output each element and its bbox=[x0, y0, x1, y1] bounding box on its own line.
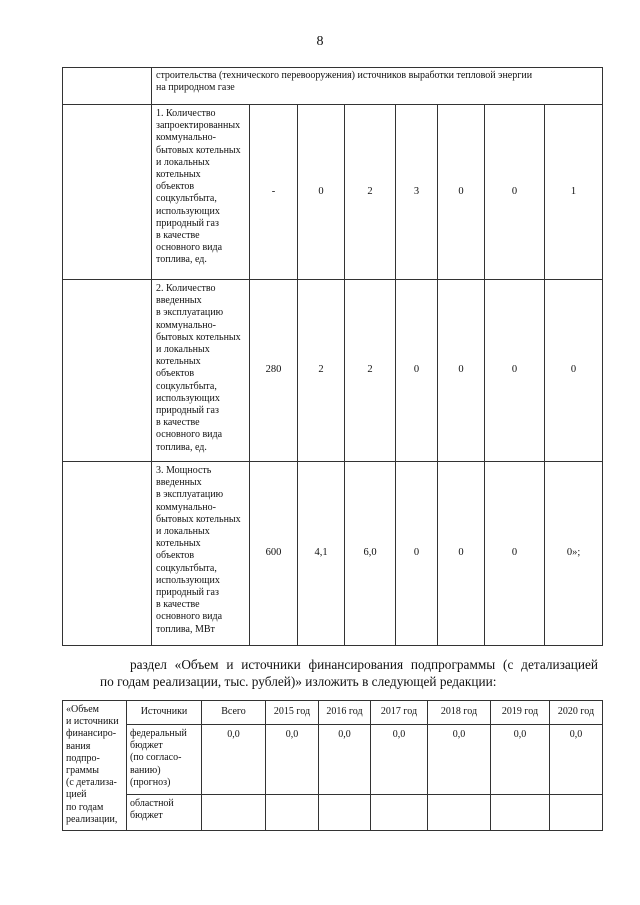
indicator-cell: 2. Количество введенных в эксплуатацию коммунально- бытовых котельных и локальных котельных объектов соцкультбыта, использующих природный газ в качестве основного вида топлива, ед. bbox=[152, 280, 250, 462]
table-row bbox=[63, 725, 603, 795]
amount-cell bbox=[266, 795, 319, 831]
amount-cell bbox=[491, 795, 550, 831]
table-row bbox=[63, 280, 603, 462]
value-cell: 2 bbox=[345, 280, 396, 462]
value-cell: 0 bbox=[396, 462, 438, 646]
amount-cell bbox=[319, 795, 371, 831]
value-cell: 0 bbox=[438, 280, 485, 462]
value-cell: 4,1 bbox=[298, 462, 345, 646]
amount-cell bbox=[371, 795, 428, 831]
source-cell: федеральный бюджет (по согласо- ванию) (прогноз) bbox=[127, 725, 202, 795]
amount-cell: 0,0 bbox=[371, 725, 428, 795]
table-row bbox=[63, 105, 603, 280]
table-row bbox=[63, 462, 603, 646]
value-cell: 0»; bbox=[545, 462, 603, 646]
value-cell: 280 bbox=[250, 280, 298, 462]
table1-empty-cell bbox=[63, 462, 152, 646]
column-header: 2016 год bbox=[319, 701, 371, 725]
column-header: 2020 год bbox=[550, 701, 603, 725]
column-header: 2019 год bbox=[491, 701, 550, 725]
amount-cell bbox=[202, 795, 266, 831]
source-cell: областной бюджет bbox=[127, 795, 202, 831]
column-header: 2018 год bbox=[428, 701, 491, 725]
value-cell: 600 bbox=[250, 462, 298, 646]
value-cell: 1 bbox=[545, 105, 603, 280]
paragraph-line-2: по годам реализации, тыс. рублей)» изложить в следующей редакции: bbox=[100, 674, 497, 689]
amount-cell: 0,0 bbox=[202, 725, 266, 795]
table1-empty-cell bbox=[63, 105, 152, 280]
value-cell: - bbox=[250, 105, 298, 280]
page-number: 8 bbox=[316, 34, 324, 49]
value-cell: 2 bbox=[298, 280, 345, 462]
amount-cell: 0,0 bbox=[319, 725, 371, 795]
financing-table bbox=[62, 700, 603, 831]
amount-cell: 0,0 bbox=[491, 725, 550, 795]
value-cell: 0 bbox=[396, 280, 438, 462]
value-cell: 0 bbox=[485, 105, 545, 280]
value-cell: 6,0 bbox=[345, 462, 396, 646]
value-cell: 0 bbox=[298, 105, 345, 280]
table2-header-row bbox=[63, 701, 603, 725]
column-header: Всего bbox=[202, 701, 266, 725]
paragraph-line-1: раздел «Объем и источники финансирования подпрограммы (с детализацией bbox=[130, 657, 598, 672]
value-cell: 0 bbox=[485, 462, 545, 646]
financing-label: «Объем и источники финансиро- вания подпро- граммы (с детализа- цией по годам реализации, bbox=[63, 701, 127, 831]
amount-cell: 0,0 bbox=[428, 725, 491, 795]
value-cell: 0 bbox=[438, 462, 485, 646]
value-cell: 2 bbox=[345, 105, 396, 280]
amount-cell: 0,0 bbox=[266, 725, 319, 795]
value-cell: 0 bbox=[438, 105, 485, 280]
amendment-paragraph bbox=[100, 656, 598, 690]
indicators-table bbox=[62, 67, 603, 646]
indicator-cell: 3. Мощность введенных в эксплуатацию коммунально- бытовых котельных и локальных котельных объектов соцкультбыта, использующих природный газ в качестве основного вида топлива, МВт bbox=[152, 462, 250, 646]
column-header: 2017 год bbox=[371, 701, 428, 725]
indicator-cell: 1. Количество запроектированных коммунально- бытовых котельных и локальных котельных объектов соцкультбыта, использующих природный газ в качестве основного вида топлива, ед. bbox=[152, 105, 250, 280]
value-cell: 0 bbox=[545, 280, 603, 462]
table1-empty-cell bbox=[63, 68, 152, 105]
table1-header-row bbox=[63, 68, 603, 105]
amount-cell bbox=[550, 795, 603, 831]
table1-empty-cell bbox=[63, 280, 152, 462]
column-header: Источники bbox=[127, 701, 202, 725]
value-cell: 3 bbox=[396, 105, 438, 280]
amount-cell bbox=[428, 795, 491, 831]
amount-cell: 0,0 bbox=[550, 725, 603, 795]
table1-header-text: строительства (технического перевооружения) источников выработки тепловой энергии на природном газе bbox=[152, 68, 603, 105]
column-header: 2015 год bbox=[266, 701, 319, 725]
table-row bbox=[63, 795, 603, 831]
value-cell: 0 bbox=[485, 280, 545, 462]
